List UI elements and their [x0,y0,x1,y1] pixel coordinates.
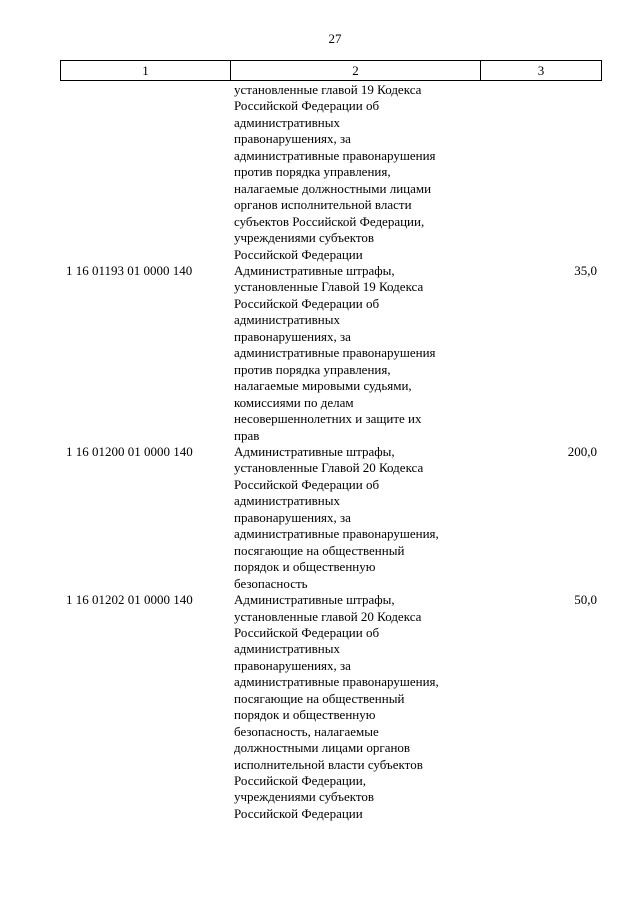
description-line: правонарушениях, за [234,328,351,344]
row-code: 1 16 01202 01 0000 140 [66,592,193,608]
table-row [0,82,640,263]
description-line: налагаемые должностными лицами [234,180,432,196]
description-line: против порядка управления, [234,164,391,180]
description-line: Административные штрафы, [234,592,395,608]
header-col-1: 1 [61,61,231,80]
table-row [0,263,640,444]
description-line: против порядка управления, [234,361,391,377]
description-line: несовершеннолетних и защите их [234,411,422,427]
description-line: Российской Федерации [234,246,363,262]
row-description [234,263,484,444]
description-line: Российской Федерации об [234,476,380,492]
description-line: посягающие на общественный [234,542,405,558]
row-description [234,82,484,263]
description-line: Административные штрафы, [234,262,395,278]
row-amount: 200,0 [567,443,597,459]
description-line: правонарушениях, за [234,657,351,673]
row-amount: 50,0 [574,592,597,608]
description-line: установленные Главой 19 Кодекса [234,279,424,295]
description-line: установленные главой 20 Кодекса [234,608,422,624]
row-code: 1 16 01193 01 0000 140 [66,262,193,278]
description-line: административные правонарушения, [234,674,439,690]
row-description [234,444,484,592]
description-line: административные правонарушения, [234,526,439,542]
description-line: безопасность [234,575,308,591]
description-line: установленные главой 19 Кодекса [234,82,422,97]
description-line: установленные Главой 20 Кодекса [234,460,424,476]
description-line: порядок и общественную [234,559,376,575]
table-header-row [60,60,602,81]
description-line: органов исполнительной власти [234,197,412,213]
description-line: правонарушениях, за [234,131,351,147]
description-line: Российской Федерации об [234,624,380,640]
row-amount: 35,0 [574,262,597,278]
description-line: Российской Федерации [234,805,363,821]
description-line: исполнительной власти субъектов [234,756,423,772]
description-line: административных [234,114,340,130]
header-col-3: 3 [537,63,545,78]
description-line: порядок и общественную [234,707,376,723]
description-line: Российской Федерации, [234,773,366,789]
row-code: 1 16 01200 01 0000 140 [66,443,193,459]
description-line: административных [234,312,340,328]
description-line: комиссиями по делам [234,394,354,410]
description-line: учреждениями субъектов [234,230,375,246]
description-line: Российской Федерации об [234,295,380,311]
table-row [0,444,640,592]
description-line: административные правонарушения [234,345,436,361]
description-line: налагаемые мировыми судьями, [234,378,412,394]
description-line: безопасность, налагаемые [234,723,379,739]
description-line: Российской Федерации об [234,98,380,114]
description-line: административных [234,641,340,657]
description-line: прав [234,427,260,443]
description-line: должностными лицами органов [234,740,411,756]
description-line: административных [234,493,340,509]
description-line: субъектов Российской Федерации, [234,213,425,229]
description-line: административные правонарушения [234,147,436,163]
page-number: 27 [328,31,342,46]
row-description [234,592,484,822]
header-col-2: 2 [231,61,481,80]
description-line: Административные штрафы, [234,443,395,459]
description-line: учреждениями субъектов [234,789,375,805]
description-line: правонарушениях, за [234,509,351,525]
description-line: посягающие на общественный [234,690,405,706]
table-row [0,592,640,822]
table-body [0,82,640,822]
